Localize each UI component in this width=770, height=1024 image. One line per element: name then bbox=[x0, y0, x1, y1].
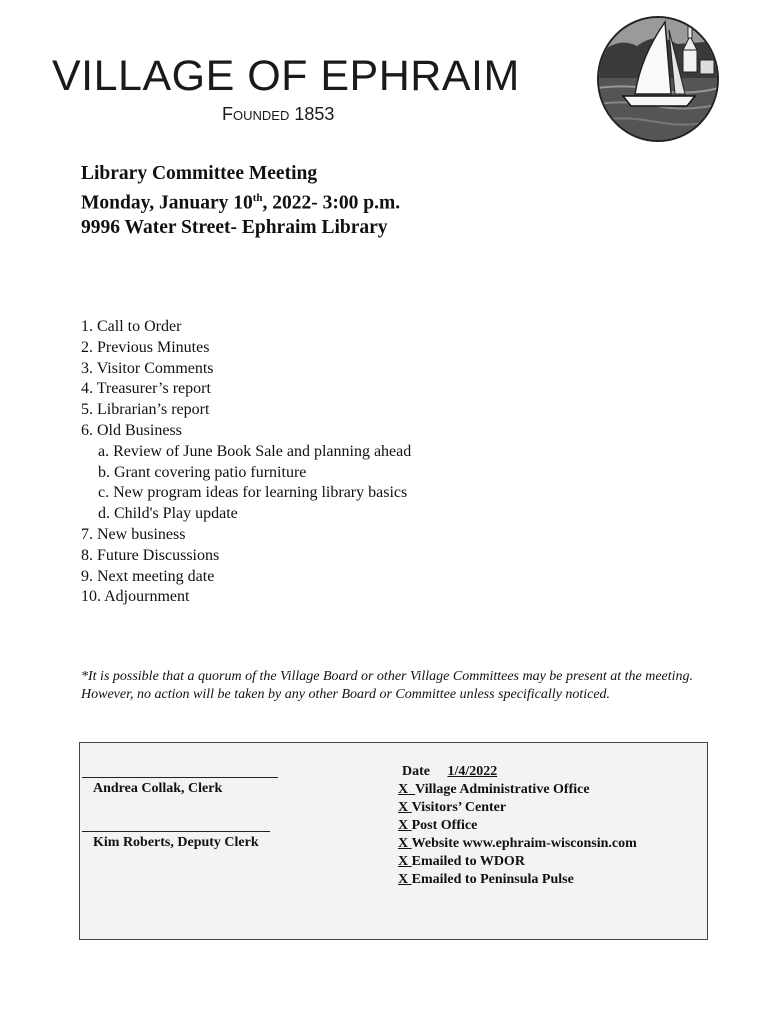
agenda-item: 10. Adjournment bbox=[81, 588, 190, 606]
posting-box bbox=[79, 742, 708, 940]
agenda-item: 1. Call to Order bbox=[81, 318, 182, 335]
agenda-item: 8. Future Discussions bbox=[81, 546, 220, 564]
agenda-item: 3. Visitor Comments bbox=[81, 359, 214, 377]
clerk-signature-line bbox=[82, 777, 278, 778]
deputy-name: Kim Roberts, Deputy Clerk bbox=[93, 835, 259, 850]
village-seal-icon bbox=[597, 16, 719, 142]
meeting-location: 9996 Water Street- Ephraim Library bbox=[81, 216, 388, 238]
meeting-datetime: Monday, January 10th, 2022- 3:00 p.m. bbox=[81, 192, 401, 214]
date-row bbox=[398, 763, 637, 781]
agenda-item: 5. Librarian’s report bbox=[81, 401, 210, 419]
agenda-subitem: a. Review of June Book Sale and planning ahead bbox=[98, 442, 412, 460]
agenda-item: 6. Old Business bbox=[81, 421, 182, 439]
posting-list bbox=[398, 763, 637, 889]
agenda-item: 2. Previous Minutes bbox=[81, 338, 210, 356]
posted-item: X Emailed to WDOR bbox=[398, 854, 525, 869]
agenda-subitem: c. New program ideas for learning library basics bbox=[98, 484, 408, 502]
posted-item: X Post Office bbox=[398, 818, 478, 833]
meeting-info bbox=[81, 162, 400, 240]
agenda-item: 4. Treasurer’s report bbox=[81, 380, 211, 398]
agenda-subitem: d. Child's Play update bbox=[98, 505, 238, 523]
agenda-list bbox=[81, 317, 411, 608]
date-value: 1/4/2022 bbox=[447, 764, 498, 779]
posted-item: X Village Administrative Office bbox=[398, 782, 590, 797]
clerk-name: Andrea Collak, Clerk bbox=[93, 781, 223, 796]
agenda-subitem: b. Grant covering patio furniture bbox=[98, 463, 307, 481]
date-label: Date bbox=[402, 764, 430, 779]
quorum-notice: *It is possible that a quorum of the Village Board or other Village Committees may be present at the meeting. However, no action will be taken by any other Board or Committee unless specifically noticed. bbox=[81, 669, 694, 702]
agenda-item: 7. New business bbox=[81, 525, 186, 543]
deputy-signature-line bbox=[82, 831, 270, 832]
village-title: VILLAGE OF EPHRAIM bbox=[52, 52, 520, 100]
posted-item: X Website www.ephraim-wisconsin.com bbox=[398, 836, 637, 851]
meeting-title: Library Committee Meeting bbox=[81, 163, 318, 184]
posted-item: X Visitors’ Center bbox=[398, 800, 507, 815]
posted-item: X Emailed to Peninsula Pulse bbox=[398, 872, 574, 887]
founded-subtitle: Founded 1853 bbox=[222, 104, 335, 124]
agenda-item: 9. Next meeting date bbox=[81, 567, 215, 585]
